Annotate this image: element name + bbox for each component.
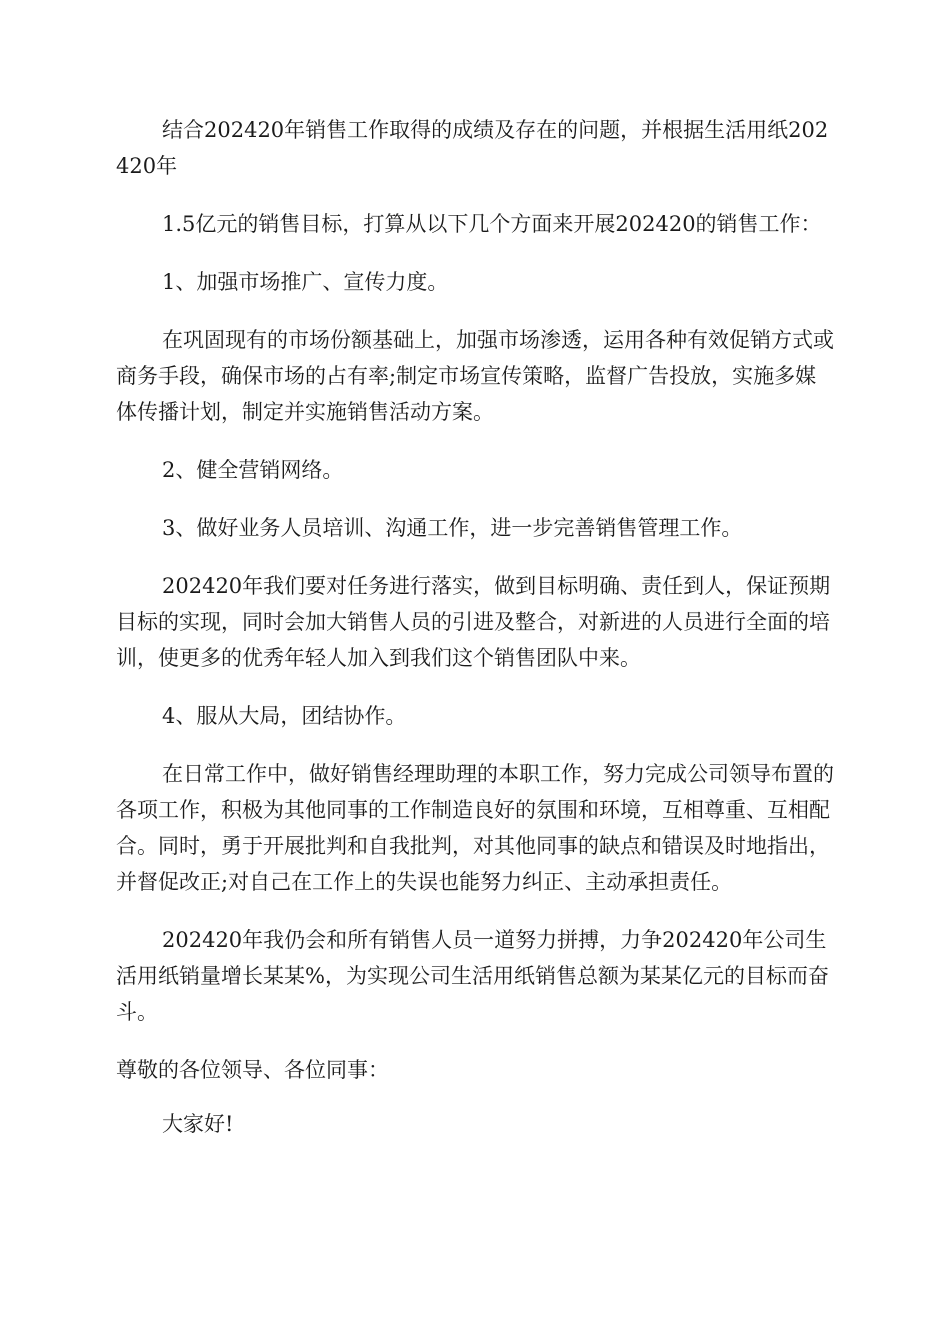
salutation: 尊敬的各位领导、各位同事： bbox=[116, 1058, 389, 1082]
heading-staff-training: 3、做好业务人员培训、沟通工作，进一步完善销售管理工作。 bbox=[162, 516, 743, 540]
heading-marketing-promotion: 1、加强市场推广、宣传力度。 bbox=[162, 270, 449, 294]
paragraph-intro: 结合202420年销售工作取得的成绩及存在的问题，并根据生活用纸202420年 bbox=[116, 118, 829, 178]
heading-marketing-network: 2、健全营销网络。 bbox=[162, 458, 344, 482]
document-body bbox=[116, 112, 834, 1164]
heading-teamwork: 4、服从大局，团结协作。 bbox=[162, 704, 407, 728]
paragraph-daily-work: 在日常工作中，做好销售经理助理的本职工作，努力完成公司领导布置的各项工作，积极为其他同事的工作制造良好的氛围和环境，互相尊重、互相配合。同时，勇于开展批判和自我批判，对其他同事的缺点和错误及时地指出，并督促改正;对自己在工作上的失误也能努力纠正、主动承担责任。 bbox=[116, 762, 834, 894]
paragraph-goal: 202420年我仍会和所有销售人员一道努力拼搏，力争202420年公司生活用纸销量增长某某%，为实现公司生活用纸销售总额为某某亿元的目标而奋斗。 bbox=[116, 928, 829, 1024]
greeting: 大家好! bbox=[162, 1112, 234, 1136]
paragraph-market-share: 在巩固现有的市场份额基础上，加强市场渗透，运用各种有效促销方式或商务手段，确保市场的占有率;制定市场宣传策略，监督广告投放，实施多媒体传播计划，制定并实施销售活动方案。 bbox=[116, 328, 834, 424]
paragraph-task-implementation: 202420年我们要对任务进行落实，做到目标明确、责任到人，保证预期目标的实现，同时会加大销售人员的引进及整合，对新进的人员进行全面的培训，使更多的优秀年轻人加入到我们这个销售团队中来。 bbox=[116, 574, 831, 670]
paragraph-sales-target: 1.5亿元的销售目标，打算从以下几个方面来开展202420的销售工作： bbox=[162, 212, 822, 236]
